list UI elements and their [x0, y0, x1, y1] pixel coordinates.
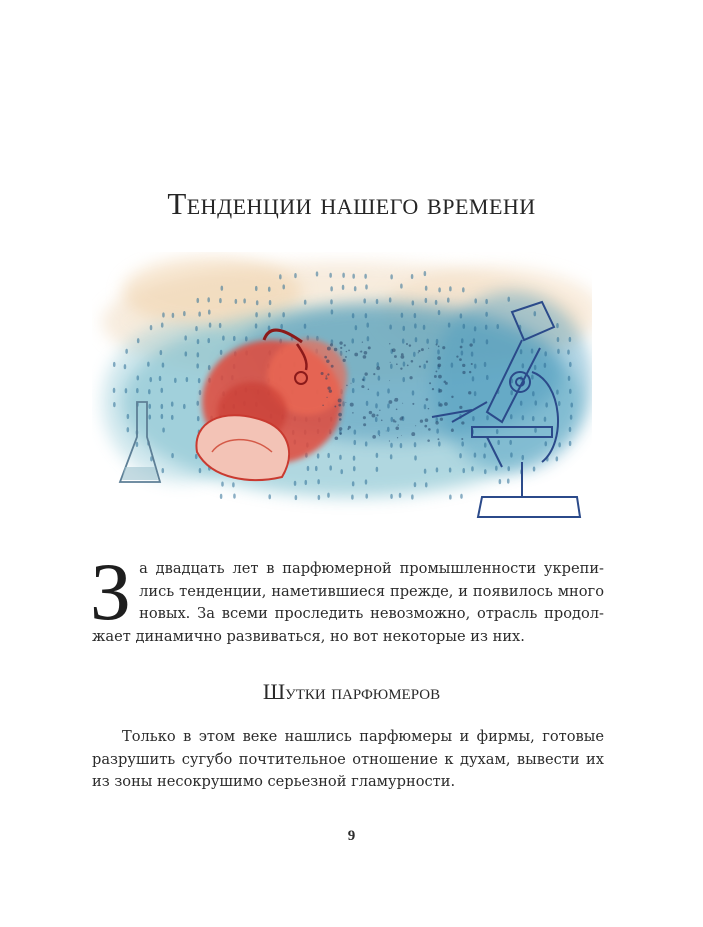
text-line: а двадцать лет в парфюмерной промышленности укрепи-	[139, 560, 604, 577]
watercolor-apple-microscope-icon	[92, 252, 592, 532]
paragraph-intro	[90, 546, 604, 648]
chapter-title: Тенденции нашего времени	[167, 186, 536, 221]
section-title: Шутки парфюмеров	[262, 679, 441, 704]
text-line: жает динамично развиваться, но вот некоторые из них.	[92, 627, 525, 645]
text-line: лись тенденции, наметившиеся прежде, и появилось много	[139, 582, 604, 600]
text-line: разрушить сугубо почтительное отношение к духам, вывести их	[92, 750, 604, 768]
text-line: из зоны несокрушимо серьезной гламурности.	[92, 773, 456, 790]
page-number: 9	[347, 828, 356, 844]
drop-cap: З	[90, 546, 132, 637]
paragraph-jokes	[92, 726, 604, 794]
text-line: Только в этом веке нашлись парфюмеры и фирмы, готовые	[122, 728, 604, 745]
text-line: новых. За всеми проследить невозможно, отрасль продол-	[139, 605, 604, 622]
